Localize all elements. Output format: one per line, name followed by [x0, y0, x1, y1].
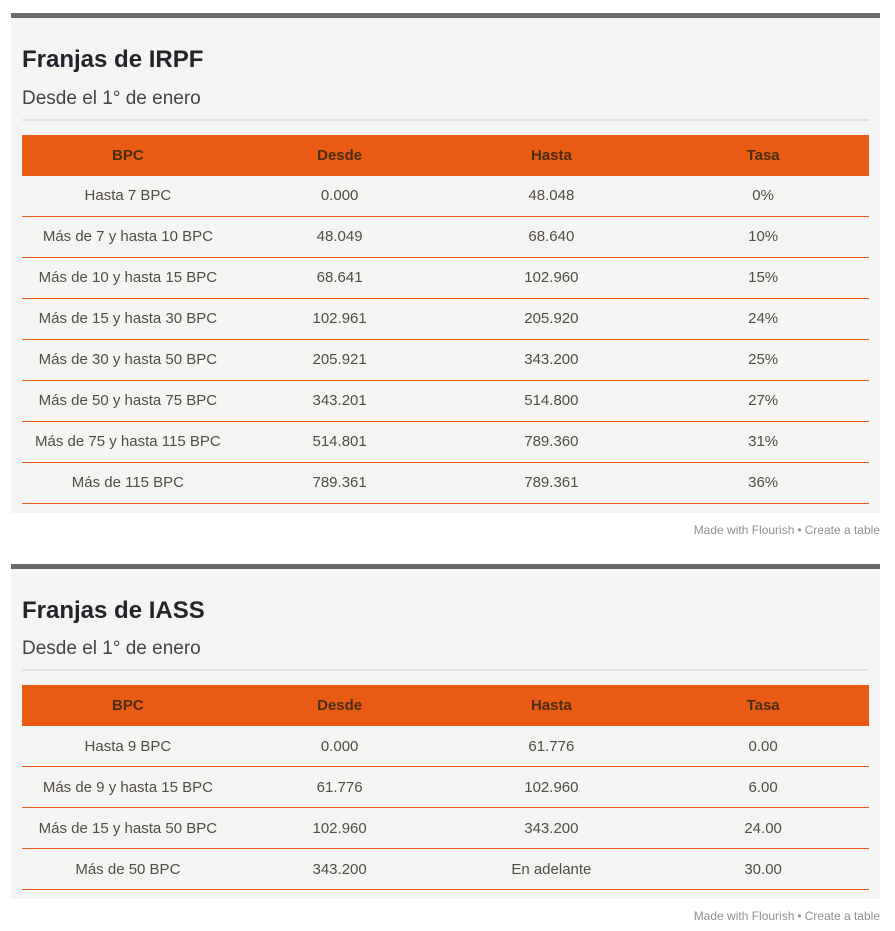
- cell-hasta: 343.200: [524, 351, 579, 369]
- card-subtitle-iass: Desde el 1° de enero: [22, 638, 201, 660]
- table-row: [22, 767, 869, 808]
- irpf-card: [11, 13, 880, 513]
- cell-desde: 102.960: [312, 819, 367, 837]
- flourish-credit: [11, 909, 880, 923]
- cell-tasa: 24.00: [744, 819, 782, 837]
- cell-tasa: 24%: [748, 310, 779, 328]
- cell-bpc: Más de 30 y hasta 50 BPC: [38, 351, 218, 369]
- card-subtitle-irpf: Desde el 1° de enero: [22, 87, 201, 109]
- cell-desde: 0.000: [320, 737, 359, 755]
- cell-hasta: 343.200: [524, 819, 579, 837]
- cell-bpc: Hasta 9 BPC: [84, 737, 172, 755]
- credit-separator: •: [797, 909, 802, 924]
- table-row: [22, 381, 869, 422]
- iass-table: [22, 685, 869, 890]
- cell-hasta: 514.800: [524, 392, 579, 410]
- cell-tasa: 30.00: [744, 860, 782, 878]
- table-row: [22, 463, 869, 504]
- cell-desde: 343.200: [312, 860, 367, 878]
- cell-bpc: Más de 7 y hasta 10 BPC: [42, 228, 213, 246]
- cell-hasta: 68.640: [528, 228, 575, 246]
- table-row: [22, 176, 869, 217]
- irpf-table: [22, 135, 869, 504]
- cell-bpc: Más de 15 y hasta 50 BPC: [38, 819, 218, 837]
- cell-bpc: Más de 10 y hasta 15 BPC: [38, 269, 218, 287]
- column-header-hasta: Hasta: [530, 697, 572, 715]
- create-a-table-link[interactable]: Create a table: [804, 522, 880, 537]
- cell-hasta: 48.048: [528, 187, 575, 205]
- cell-hasta: 61.776: [528, 737, 575, 755]
- cell-desde: 68.641: [316, 269, 363, 287]
- cell-desde: 61.776: [316, 778, 363, 796]
- header-divider: [22, 669, 869, 671]
- cell-hasta: 102.960: [524, 778, 579, 796]
- cell-desde: 343.201: [312, 392, 367, 410]
- cell-tasa: 0.00: [748, 737, 778, 755]
- made-with-flourish-link[interactable]: Made with Flourish: [693, 522, 795, 537]
- cell-hasta: 789.360: [524, 433, 579, 451]
- table-row: [22, 258, 869, 299]
- cell-tasa: 36%: [748, 474, 779, 492]
- cell-hasta: 102.960: [524, 269, 579, 287]
- cell-hasta: 789.361: [524, 474, 579, 492]
- cell-bpc: Más de 75 y hasta 115 BPC: [35, 433, 221, 451]
- cell-desde: 514.801: [312, 433, 367, 451]
- cell-tasa: 10%: [748, 228, 779, 246]
- made-with-flourish-link[interactable]: Made with Flourish: [693, 909, 795, 924]
- table-row: [22, 726, 869, 767]
- iass-card: [11, 564, 880, 900]
- card-title-irpf: Franjas de IRPF: [22, 46, 204, 73]
- column-header-tasa: Tasa: [746, 697, 780, 715]
- column-header-bpc: BPC: [112, 146, 144, 164]
- table-row: [22, 299, 869, 340]
- table-header-row: [22, 685, 869, 726]
- cell-tasa: 6.00: [748, 778, 778, 796]
- cell-desde: 789.361: [312, 474, 367, 492]
- table-row: [22, 422, 869, 463]
- cell-desde: 102.961: [312, 310, 367, 328]
- cell-tasa: 31%: [748, 433, 779, 451]
- cell-bpc: Más de 50 BPC: [75, 860, 181, 878]
- cell-tasa: 15%: [748, 269, 779, 287]
- table-header-row: [22, 135, 869, 176]
- column-header-desde: Desde: [317, 146, 363, 164]
- table-row: [22, 217, 869, 258]
- cell-tasa: 25%: [748, 351, 779, 369]
- card-title-iass: Franjas de IASS: [22, 596, 205, 624]
- header-divider: [22, 119, 869, 121]
- cell-desde: 48.049: [316, 228, 363, 246]
- cell-hasta: 205.920: [524, 310, 579, 328]
- cell-bpc: Hasta 7 BPC: [84, 187, 172, 205]
- cell-tasa: 27%: [748, 392, 779, 410]
- create-a-table-link[interactable]: Create a table: [804, 909, 880, 924]
- table-row: [22, 849, 869, 890]
- credit-separator: •: [797, 522, 802, 537]
- cell-desde: 0.000: [320, 187, 359, 205]
- column-header-hasta: Hasta: [530, 146, 572, 164]
- cell-desde: 205.921: [312, 351, 367, 369]
- table-row: [22, 808, 869, 849]
- cell-bpc: Más de 15 y hasta 30 BPC: [38, 310, 218, 328]
- cell-bpc: Más de 9 y hasta 15 BPC: [42, 778, 213, 796]
- flourish-credit: [11, 523, 880, 537]
- cell-bpc: Más de 50 y hasta 75 BPC: [38, 392, 218, 410]
- cell-bpc: Más de 115 BPC: [71, 474, 185, 492]
- cell-hasta: En adelante: [511, 860, 592, 878]
- table-row: [22, 340, 869, 381]
- column-header-bpc: BPC: [112, 697, 144, 715]
- column-header-desde: Desde: [317, 697, 363, 715]
- column-header-tasa: Tasa: [746, 146, 780, 164]
- cell-tasa: 0%: [752, 187, 774, 205]
